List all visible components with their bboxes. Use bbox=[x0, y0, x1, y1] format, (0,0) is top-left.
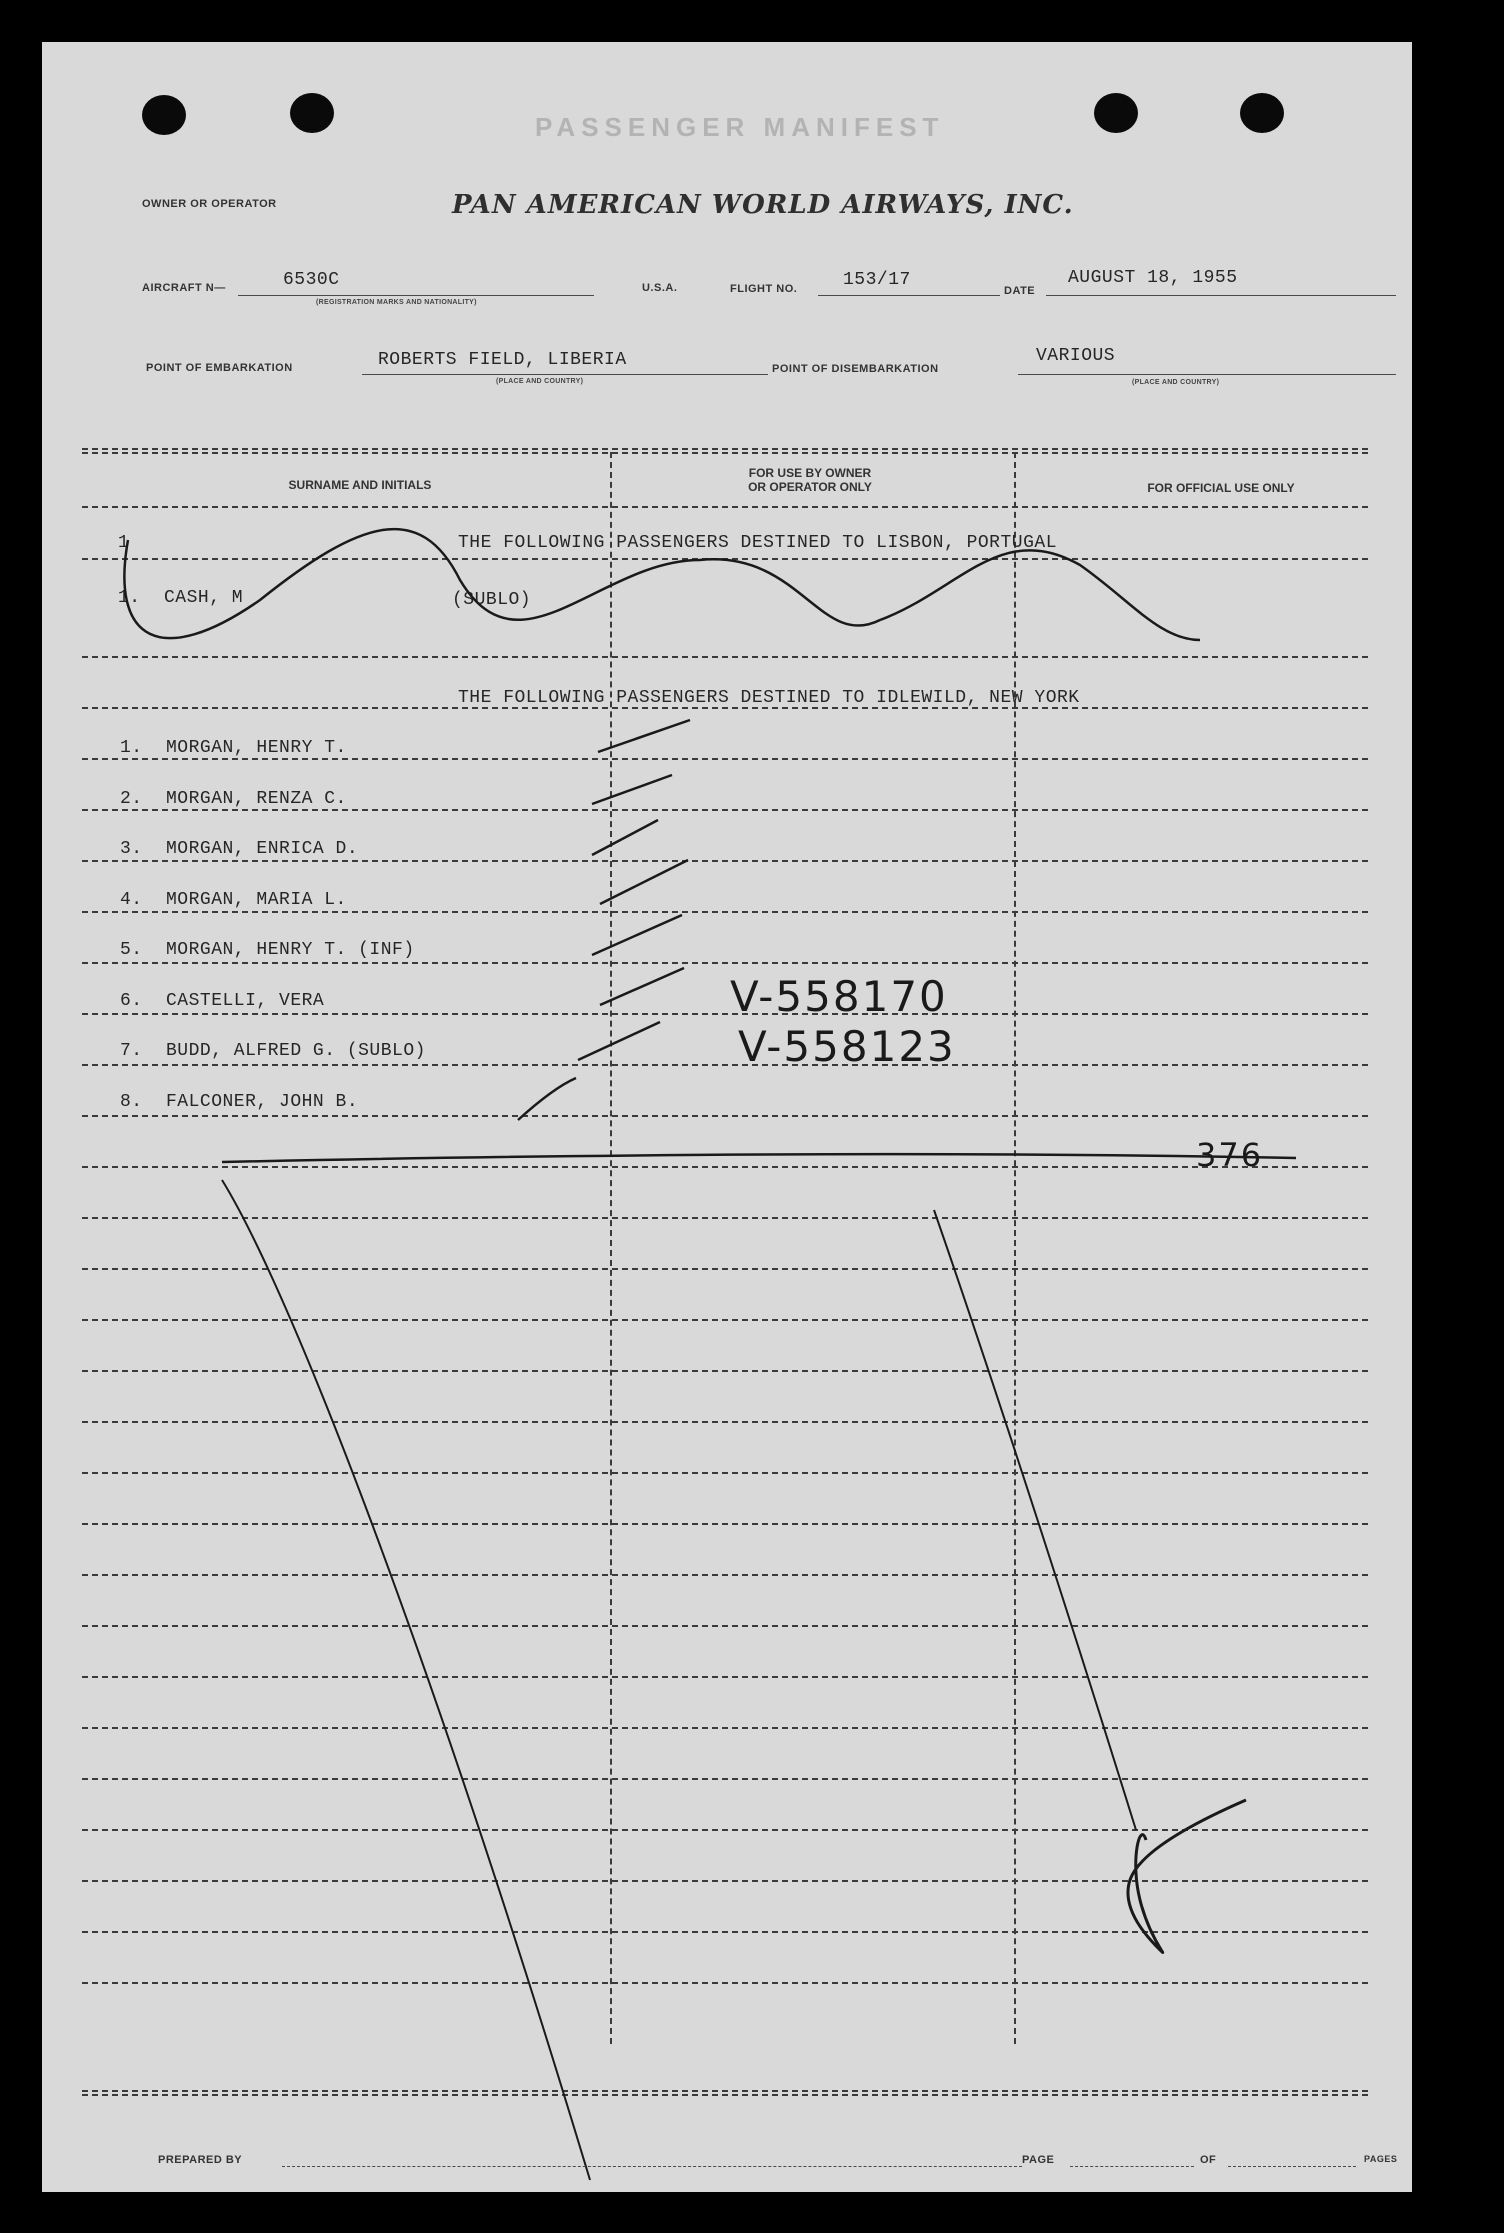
flight-value: 153/17 bbox=[843, 270, 911, 290]
embark-caption: (PLACE AND COUNTRY) bbox=[496, 378, 584, 385]
passenger-name: MORGAN, ENRICA D. bbox=[166, 839, 359, 859]
of-label: OF bbox=[1200, 2154, 1217, 2166]
row-number: 2. bbox=[120, 788, 143, 809]
handwritten-page-count bbox=[1100, 1820, 1163, 1932]
row-number: 3. bbox=[120, 839, 143, 859]
row-number: 5. bbox=[120, 940, 143, 960]
check-mark bbox=[518, 1078, 576, 1120]
date-label: DATE bbox=[1004, 285, 1036, 297]
aircraft-value: 6530C bbox=[283, 270, 340, 290]
handwritten-total: 376 bbox=[1196, 1136, 1264, 1174]
check-mark bbox=[592, 820, 658, 855]
prepared-by-label: PREPARED BY bbox=[158, 2154, 243, 2166]
column-header-surname: SURNAME AND INITIALS bbox=[288, 478, 432, 492]
passenger-name: MORGAN, RENZA C. bbox=[166, 788, 347, 809]
company-name: PAN AMERICAN WORLD AIRWAYS, INC. bbox=[452, 190, 1074, 220]
form-title: PASSENGER MANIFEST bbox=[535, 112, 945, 142]
passenger-name: MORGAN, HENRY T. bbox=[166, 738, 347, 758]
row-number: 1. bbox=[120, 738, 143, 758]
disembark-caption: (PLACE AND COUNTRY) bbox=[1132, 379, 1220, 386]
row-number: 1. bbox=[118, 588, 141, 608]
check-mark bbox=[600, 968, 684, 1005]
handwritten-visa-number: V-558170 bbox=[730, 972, 948, 1021]
owner-label: OWNER OR OPERATOR bbox=[142, 198, 277, 210]
page-line bbox=[1070, 2166, 1194, 2167]
disembark-value: VARIOUS bbox=[1036, 346, 1116, 366]
column-header-official-use: FOR OFFICIAL USE ONLY bbox=[1147, 481, 1295, 495]
row-number: 4. bbox=[120, 889, 143, 910]
column-header-owner-use: FOR USE BY OWNER OR OPERATOR ONLY bbox=[748, 466, 872, 494]
handwritten-visa-number: V-558123 bbox=[738, 1022, 956, 1071]
nationality: U.S.A. bbox=[642, 282, 678, 294]
check-mark bbox=[598, 720, 690, 752]
check-mark bbox=[578, 1022, 660, 1060]
check-mark bbox=[592, 775, 672, 804]
prepared-by-line bbox=[282, 2166, 1022, 2167]
flight-label: FLIGHT NO. bbox=[730, 283, 798, 295]
section-marker: 1 bbox=[118, 533, 130, 553]
disembark-label: POINT OF DISEMBARKATION bbox=[772, 363, 939, 375]
passenger-name: FALCONER, JOHN B. bbox=[166, 1091, 359, 1112]
passenger-note: (SUBLO) bbox=[452, 590, 532, 610]
aircraft-caption: (REGISTRATION MARKS AND NATIONALITY) bbox=[316, 299, 477, 306]
void-slash-left bbox=[222, 1180, 590, 2180]
embark-label: POINT OF EMBARKATION bbox=[146, 362, 293, 374]
passenger-name: CASH, M bbox=[164, 588, 244, 608]
void-slash-right bbox=[934, 1210, 1136, 1830]
check-mark bbox=[592, 915, 682, 955]
passenger-name: BUDD, ALFRED G. (SUBLO) bbox=[166, 1041, 426, 1061]
passenger-name: CASTELLI, VERA bbox=[166, 990, 325, 1011]
passenger-name: MORGAN, HENRY T. (INF) bbox=[166, 940, 415, 960]
total-line bbox=[222, 1154, 1296, 1162]
check-mark bbox=[600, 860, 688, 904]
section-heading-lisbon: THE FOLLOWING PASSENGERS DESTINED TO LISBON, PORTUGAL bbox=[458, 533, 1057, 553]
passenger-name: MORGAN, MARIA L. bbox=[166, 889, 347, 910]
section-heading-newyork: THE FOLLOWING PASSENGERS DESTINED TO IDLEWILD, NEW YORK bbox=[458, 688, 1080, 708]
aircraft-label: AIRCRAFT N— bbox=[142, 282, 226, 294]
row-number: 8. bbox=[120, 1091, 143, 1112]
strike-through-curve bbox=[124, 529, 1200, 640]
pages-label: PAGES bbox=[1364, 2154, 1398, 2164]
page-label: PAGE bbox=[1022, 2154, 1055, 2166]
row-number: 7. bbox=[120, 1041, 143, 1061]
of-line bbox=[1228, 2166, 1356, 2167]
embark-value: ROBERTS FIELD, LIBERIA bbox=[378, 350, 627, 370]
row-number: 6. bbox=[120, 990, 143, 1011]
date-value: AUGUST 18, 1955 bbox=[1068, 268, 1238, 288]
